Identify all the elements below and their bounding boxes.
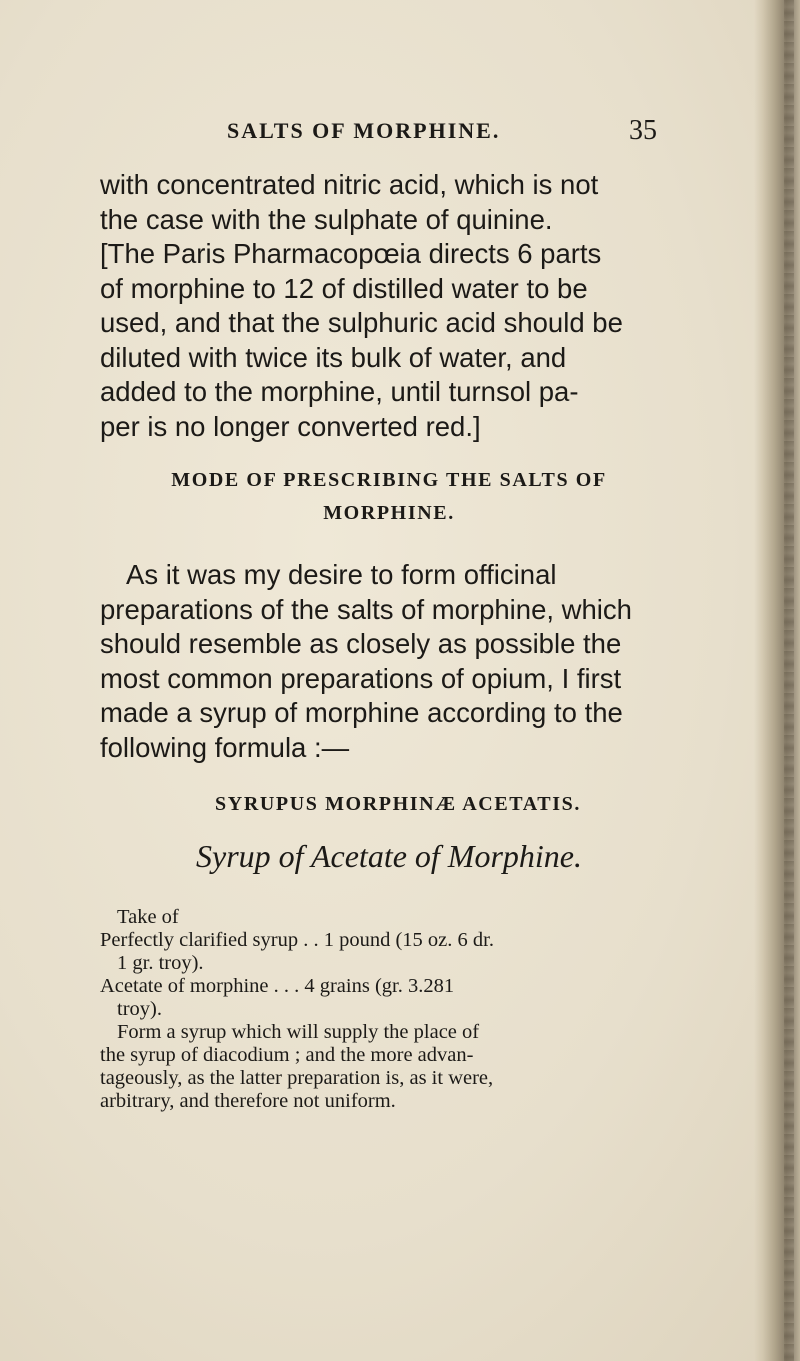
section-heading-mode-of-prescribing (100, 464, 678, 530)
text-line: [The Paris Pharmacopœia directs 6 parts (100, 238, 602, 269)
text-line: following formula :— (100, 731, 350, 763)
text-line: preparations of the salts of morphine, which (100, 593, 632, 625)
recipe-line: troy). (117, 998, 162, 1020)
text-line: of morphine to 12 of distilled water to be (100, 272, 588, 304)
recipe-line: the syrup of diacodium ; and the more advan- (100, 1044, 474, 1066)
text-line: most common preparations of opium, I first (100, 662, 622, 694)
heading-line: MORPHINE. (323, 502, 455, 524)
section-heading-syrupus (118, 788, 678, 821)
recipe-line: Perfectly clarified syrup . . 1 pound (15 oz. 6 dr. (100, 929, 494, 951)
text-line: with concentrated nitric acid, which is not (100, 169, 599, 200)
recipe-line: Acetate of morphine . . . 4 grains (gr. 3.281 (100, 975, 455, 997)
recipe-line: 1 gr. troy). (117, 952, 204, 974)
running-head-title: SALTS OF MORPHINE. (227, 118, 501, 143)
heading-line: MODE OF PRESCRIBING THE SALTS OF (171, 469, 607, 491)
text-line: added to the morphine, until turnsol pa- (100, 376, 579, 407)
recipe-line: arbitrary, and therefore not uniform. (100, 1090, 396, 1112)
recipe-block (100, 906, 700, 1113)
page-number: 35 (629, 115, 657, 146)
text-line: the case with the sulphate of quinine. (100, 203, 553, 235)
recipe-line: Take of (117, 906, 179, 928)
recipe-line: Form a syrup which will supply the place of (117, 1021, 480, 1043)
text-line: diluted with twice its bulk of water, and (100, 341, 567, 373)
recipe-line: tageously, as the latter preparation is, as it were, (100, 1067, 494, 1089)
text-line: As it was my desire to form officinal (126, 559, 557, 590)
heading-line: SYRUPUS MORPHINÆ ACETATIS. (215, 793, 581, 815)
text-line: per is no longer converted red.] (100, 410, 481, 442)
recipe-subtitle: Syrup of Acetate of Morphine. (196, 838, 582, 874)
page-gutter-edge (754, 0, 800, 1361)
text-line: made a syrup of morphine according to the (100, 697, 623, 728)
paragraph-officinal-preparations (100, 558, 680, 765)
text-line: should resemble as closely as possible the (100, 628, 622, 659)
paragraph-pharmacopoeia (100, 168, 680, 444)
text-line: used, and that the sulphuric acid should be (100, 307, 623, 338)
